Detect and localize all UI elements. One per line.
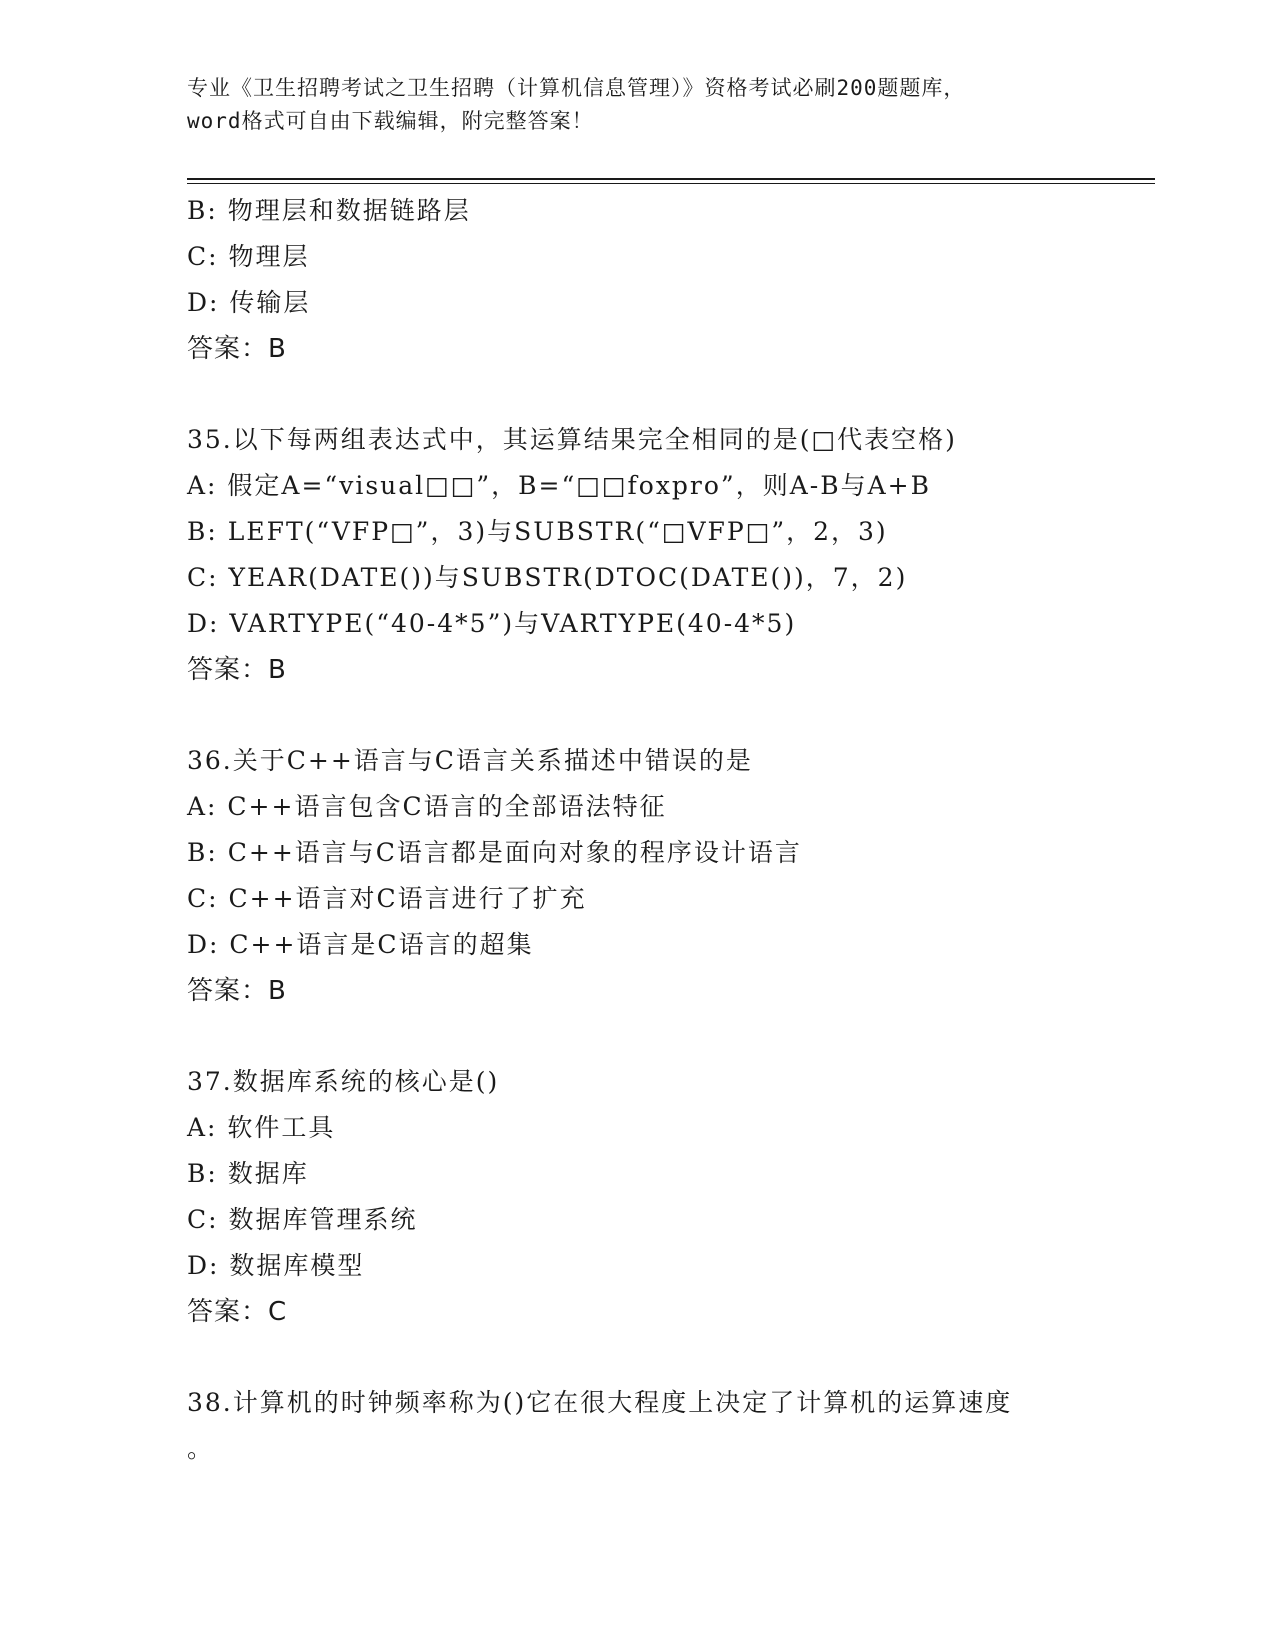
question-38 <box>187 1380 1147 1472</box>
question-list <box>187 188 1147 1472</box>
option-a: A: C++语言包含C语言的全部语法特征 <box>187 792 667 821</box>
option-b: B: 物理层和数据链路层 <box>187 196 471 225</box>
answer-line: 答案：B <box>187 655 287 685</box>
header-rule-thin <box>187 183 1155 184</box>
question-text: 37.数据库系统的核心是() <box>187 1067 500 1096</box>
page-header <box>187 72 1087 138</box>
answer-line: 答案：C <box>187 1297 288 1327</box>
option-c: C: C++语言对C语言进行了扩充 <box>187 884 587 913</box>
question-36 <box>187 738 1147 1014</box>
question-text: 35.以下每两组表达式中，其运算结果完全相同的是(□代表空格) <box>187 425 957 454</box>
option-a: A: 假定A=“visual□□”，B=“□□foxpro”，则A-B与A+B <box>187 471 931 500</box>
option-a: A: 软件工具 <box>187 1113 336 1142</box>
question-text: 36.关于C++语言与C语言关系描述中错误的是 <box>187 746 753 775</box>
option-d: D: 数据库模型 <box>187 1251 365 1280</box>
option-d: D: 传输层 <box>187 288 311 317</box>
option-c: C: 物理层 <box>187 242 310 271</box>
header-rule-thick <box>187 178 1155 180</box>
answer-line: 答案：B <box>187 334 287 364</box>
question-34-fragment <box>187 188 1147 372</box>
question-text: 38.计算机的时钟频率称为()它在很大程度上决定了计算机的运算速度 <box>187 1388 1013 1417</box>
header-line-1: 专业《卫生招聘考试之卫生招聘（计算机信息管理）》资格考试必刷200题题库， <box>187 76 966 100</box>
question-35 <box>187 417 1147 693</box>
option-b: B: 数据库 <box>187 1159 309 1188</box>
header-line-2: word格式可自由下载编辑，附完整答案！ <box>187 109 594 133</box>
question-text-end: 。 <box>187 1434 215 1463</box>
option-d: D: VARTYPE(“40-4*5”)与VARTYPE(40-4*5) <box>187 609 797 638</box>
spacer <box>187 1014 1147 1059</box>
option-d: D: C++语言是C语言的超集 <box>187 930 534 959</box>
option-b: B: C++语言与C语言都是面向对象的程序设计语言 <box>187 838 802 867</box>
option-c: C: 数据库管理系统 <box>187 1205 418 1234</box>
option-c: C: YEAR(DATE())与SUBSTR(DTOC(DATE())，7，2) <box>187 563 908 592</box>
option-b: B: LEFT(“VFP□”，3)与SUBSTR(“□VFP□”，2，3) <box>187 517 888 546</box>
question-37 <box>187 1059 1147 1335</box>
spacer <box>187 1335 1147 1380</box>
answer-line: 答案：B <box>187 976 287 1006</box>
spacer <box>187 693 1147 738</box>
spacer <box>187 372 1147 417</box>
